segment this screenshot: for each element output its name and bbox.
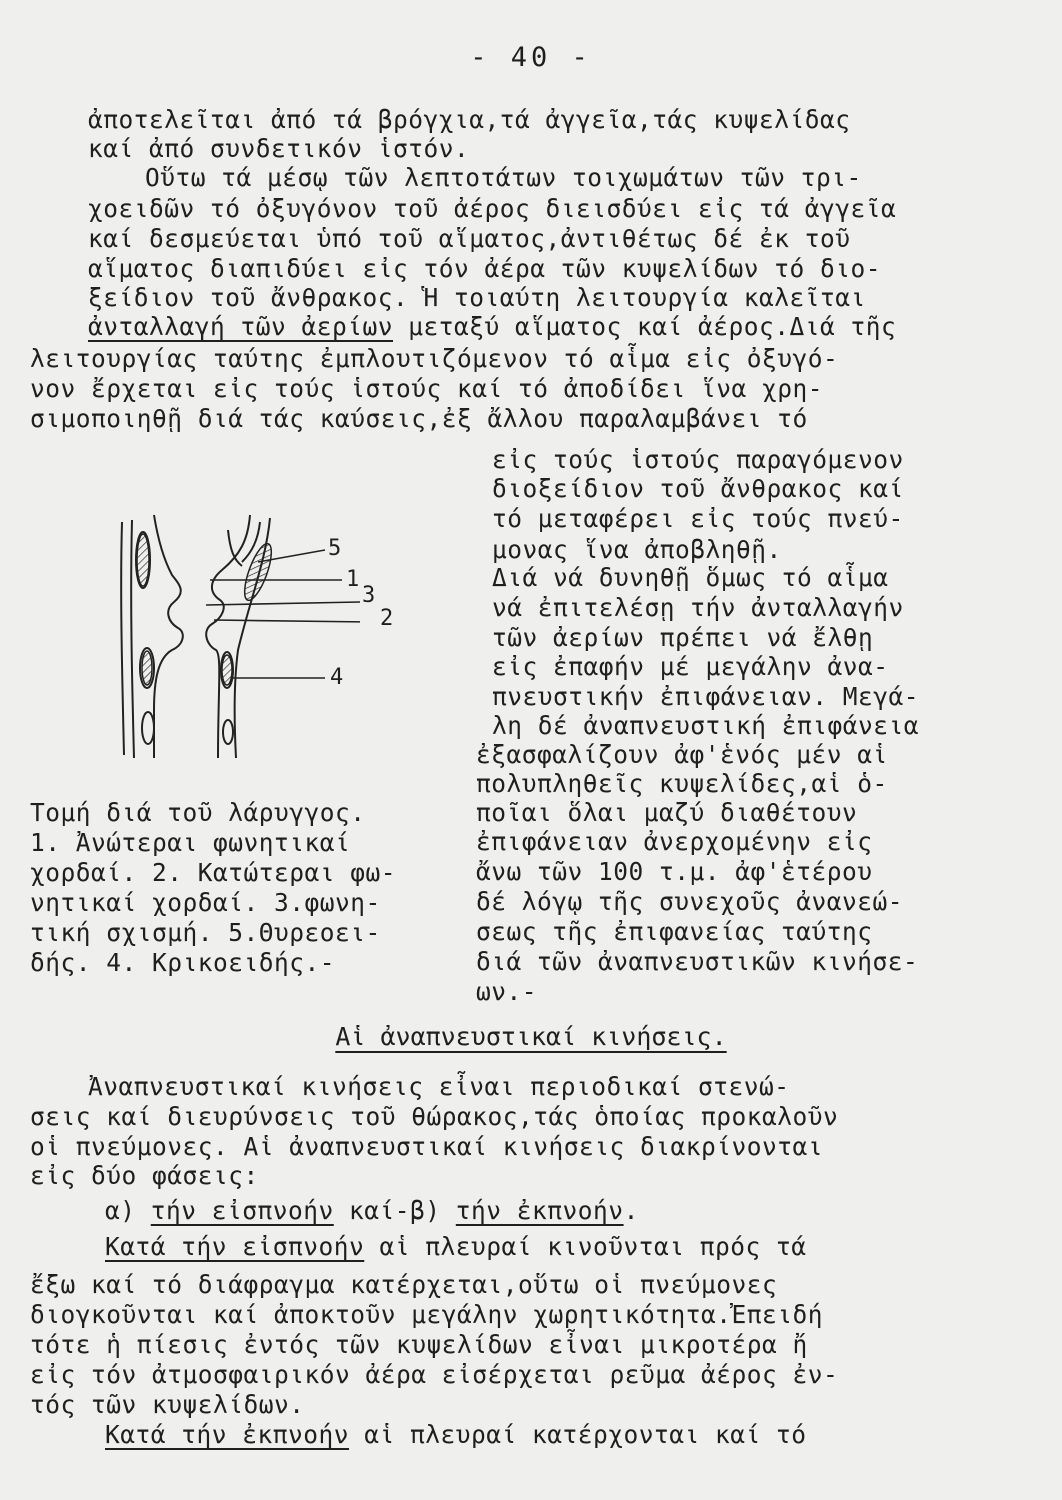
text-line [105, 1232, 807, 1262]
text-line: διοξείδιον τοῦ ἄνθρακος καί [492, 474, 904, 503]
right-oval-lower [223, 720, 233, 744]
page-number: - 40 - [470, 42, 592, 73]
text-span: καί-β) [333, 1196, 456, 1225]
text-line: ποῖαι ὅλαι μαζύ διαθέτουν [476, 798, 858, 827]
text-span: μεταξύ αἵματος καί ἀέρος.Διά τῆς [393, 312, 897, 341]
hatched-oval-left [142, 651, 152, 685]
text-line: εἰς τόν ἀτμοσφαιρικόν ἀέρα εἰσέρχεται ρεῦμα ἀέρος ἐν- [30, 1360, 839, 1389]
text-line: πολυπληθεῖς κυψελίδες,αἱ ὁ- [476, 769, 888, 798]
text-line: ων.- [476, 977, 538, 1006]
phases-line [105, 1196, 639, 1226]
text-line: νά ἐπιτελέσῃ τήν ἀνταλλαγήν [492, 593, 904, 622]
text-line: ξείδιον τοῦ ἄνθρακος. Ἡ τοιαύτη λειτουργία καλεῖται [88, 283, 866, 312]
outer-wall-left [121, 522, 124, 755]
text-line: εἰς τούς ἱστούς παραγόμενον [492, 445, 904, 474]
text-line: αἵματος διαπιδύει εἰς τόν ἀέρα τῶν κυψελίδων τό διο- [88, 254, 882, 283]
leader-line-2 [214, 620, 360, 622]
text-span: αἱ πλευραί κινοῦνται πρός τά [364, 1232, 807, 1261]
text-line: εἰς δύο φάσεις: [30, 1161, 259, 1190]
text-line: Οὕτω τά μέσῳ τῶν λεπτοτάτων τοιχωμάτων τῶν τρι- [145, 163, 862, 192]
figure-label-5: 5 [328, 536, 342, 561]
text-line: τῶν ἀερίων πρέπει νά ἔλθῃ [492, 623, 874, 652]
text-line: Ἀναπνευστικαί κινήσεις εἶναι περιοδικαί στενώ- [88, 1072, 790, 1101]
caption-line: δής. 4. Κρικοειδής.- [30, 948, 336, 977]
text-line: σιμοποιηθῇ διά τάς καύσεις,ἐξ ἄλλου παραλαμβάνει τό [30, 404, 808, 433]
text-line: τό μεταφέρει εἰς τούς πνεύ- [492, 504, 904, 533]
caption-line: τική σχισμή. 5.Θυρεοει- [30, 918, 381, 947]
text-line: τός τῶν κυψελίδων. [30, 1390, 305, 1419]
text-line [88, 312, 896, 342]
text-line: διογκοῦνται καί ἀποκτοῦν μεγάλην χωρητικότητα.Ἐπειδή [30, 1300, 824, 1329]
text-line: δέ λόγῳ τῆς συνεχοῦς ἀνανεώ- [476, 887, 904, 916]
right-contour [206, 515, 250, 758]
text-line: σεως τῆς ἐπιφανείας ταύτης [476, 917, 873, 946]
text-line: χοειδῶν τό ὀξυγόνον τοῦ ἀέρος διεισδύει εἰς τά ἀγγεῖα [88, 194, 897, 223]
caption-line: Τομή διά τοῦ λάρυγγος. [30, 798, 366, 827]
text-line: καί ἀπό συνδετικόν ἱστόν. [88, 134, 470, 163]
figure-label-4: 4 [330, 665, 344, 690]
text-span: αἱ πλευραί κατέρχονται καί τό [349, 1420, 807, 1449]
text-line: εἰς ἐπαφήν μέ μεγάλην ἀνα- [492, 652, 889, 681]
text-line: ἀποτελεῖται ἀπό τά βρόγχια,τά ἀγγεῖα,τάς κυψελίδας [88, 105, 851, 134]
leader-line-3 [206, 602, 360, 605]
text-line: σεις καί διευρύνσεις τοῦ θώρακος,τάς ὁποίας προκαλοῦν [30, 1102, 839, 1131]
outer-wall-left-inner [131, 520, 134, 758]
section-heading: Αἱ ἀναπνευστικαί κινήσεις. [335, 1022, 727, 1051]
hatched-oval-right [222, 655, 232, 685]
text-line: λειτουργίας ταύτης ἐμπλουτιζόμενον τό αἷμα εἰς ὀξυγό- [30, 344, 839, 373]
text-line: ἐξασφαλίζουν ἀφ'ἑνός μέν αἱ [476, 740, 888, 769]
underlined-term: ἀνταλλαγή τῶν ἀερίων [88, 312, 394, 341]
text-line: οἱ πνεύμονες. Αἱ ἀναπνευστικαί κινήσεις διακρίνονται [30, 1132, 824, 1161]
text-line: καί δεσμεύεται ὑπό τοῦ αἵματος,ἀντιθέτως δέ ἐκ τοῦ [88, 224, 851, 253]
text-span: α) [105, 1196, 151, 1225]
text-line: νον ἔρχεται εἰς τούς ἱστούς καί τό ἀποδίδει ἵνα χρη- [30, 374, 824, 403]
figure-label-1: 1 [346, 567, 360, 592]
text-span: . [623, 1196, 639, 1225]
text-line: Διά νά δυνηθῇ ὅμως τό αἷμα [492, 563, 889, 592]
larynx-drawing [110, 500, 360, 780]
thyroid-cartilage [239, 541, 276, 604]
upper-right-stroke-2 [228, 530, 242, 566]
caption-line: χορδαί. 2. Κατώτεραι φω- [30, 858, 397, 887]
text-line: ἔξω καί τό διάφραγμα κατέρχεται,οὕτω οἱ πνεύμονες [30, 1270, 778, 1299]
text-line: διά τῶν ἀναπνευστικῶν κινήσε- [476, 947, 919, 976]
underlined-term: Κατά τήν ἐκπνοήν [105, 1420, 350, 1449]
larynx-figure [110, 500, 360, 780]
text-line [105, 1420, 807, 1450]
hatched-cartilage-left [137, 534, 149, 586]
left-oval-lower [142, 712, 154, 744]
text-line: τότε ἡ πίεσις ἐντός τῶν κυψελίδων εἶναι μικροτέρα ἤ [30, 1330, 808, 1359]
text-line: ἄνω τῶν 100 τ.μ. ἀφ'ἑτέρου [476, 857, 873, 886]
caption-line: 1. Ἀνώτεραι φωνητικαί [30, 828, 351, 857]
text-line: πνευστικήν ἐπιφάνειαν. Μεγά- [492, 682, 920, 711]
figure-label-3: 3 [362, 583, 376, 608]
text-line: ἐπιφάνειαν ἀνερχομένην εἰς [476, 827, 873, 856]
underlined-term: Κατά τήν εἰσπνοήν [105, 1232, 365, 1261]
text-line: μονας ἵνα ἀποβληθῇ. [492, 535, 782, 564]
inhalation-term: τήν εἰσπνοήν [150, 1196, 334, 1225]
figure-label-2: 2 [380, 606, 394, 631]
text-line: λη δέ ἀναπνευστική ἐπιφάνεια [492, 711, 920, 740]
exhalation-term: τήν ἐκπνοήν [455, 1196, 624, 1225]
left-contour [154, 515, 183, 758]
caption-line: νητικαί χορδαί. 3.φωνη- [30, 888, 381, 917]
